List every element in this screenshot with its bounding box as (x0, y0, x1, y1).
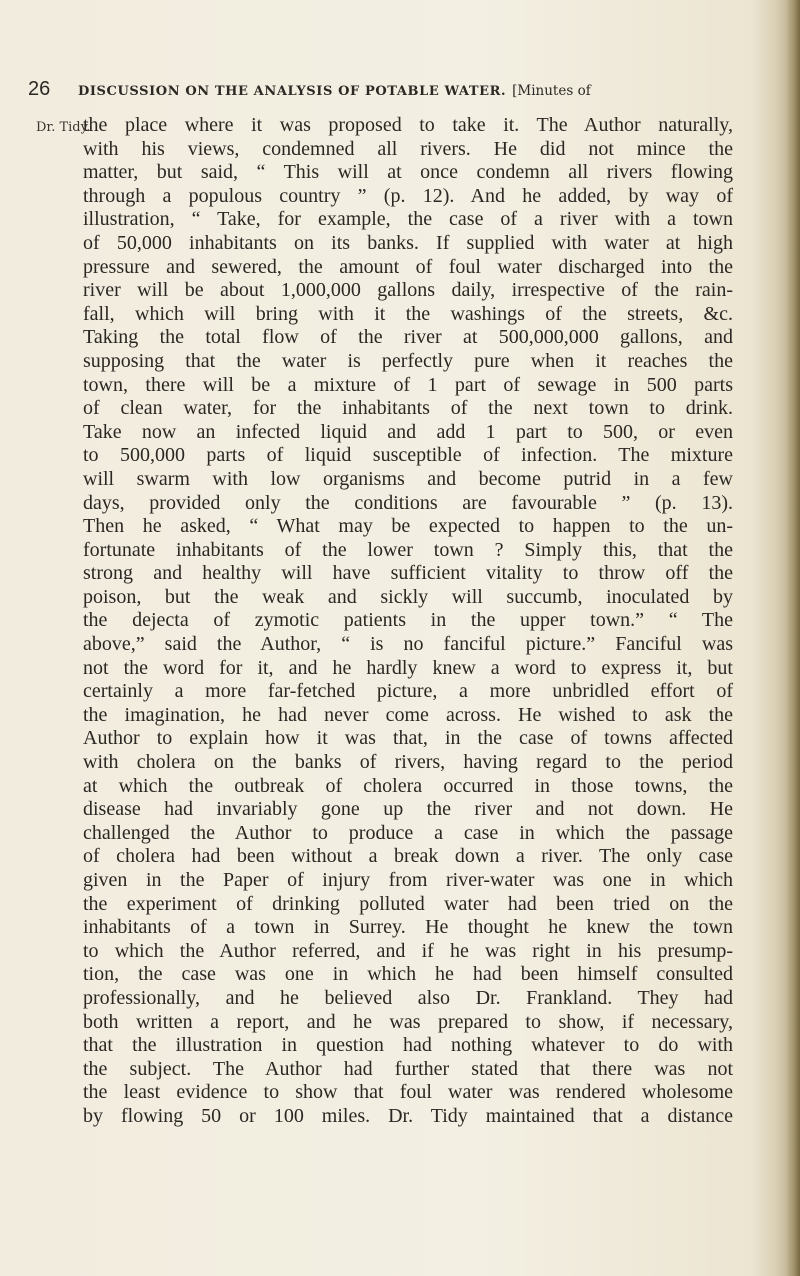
text-line: days, provided only the conditions are favourable ” (p. 13). (83, 491, 733, 514)
text-line: with cholera on the banks of rivers, having regard to the period (83, 751, 733, 774)
text-line: of 50,000 inhabitants on its banks. If supplied with water at high (83, 231, 733, 254)
text-line: will swarm with low organisms and become putrid in a few (83, 467, 733, 490)
speaker-label: Dr. Tidy. (36, 120, 91, 135)
running-head-right: [Minutes of (512, 83, 591, 99)
text-line: through a populous country ” (p. 12). And he added, by way of (83, 184, 733, 207)
text-line: by flowing 50 or 100 miles. Dr. Tidy maintained that a distance (83, 1104, 733, 1127)
text-line: to 500,000 parts of liquid susceptible of infection. The mixture (83, 444, 733, 467)
text-line: Taking the total flow of the river at 500,000,000 gallons, and (83, 326, 733, 349)
text-line: the dejecta of zymotic patients in the upper town.” “ The (83, 609, 733, 632)
text-line: the place where it was proposed to take it. The Author naturally, (83, 114, 733, 136)
text-line: Take now an infected liquid and add 1 part to 500, or even (83, 420, 733, 443)
text-line: Then he asked, “ What may be expected to happen to the un- (83, 515, 733, 538)
text-line: inhabitants of a town in Surrey. He thought he knew the town (83, 916, 733, 939)
text-line: town, there will be a mixture of 1 part of sewage in 500 parts (83, 373, 733, 396)
text-line: Author to explain how it was that, in the case of towns affected (83, 727, 733, 750)
text-line: given in the Paper of injury from river-water was one in which (83, 869, 733, 891)
text-line: that the illustration in question had nothing whatever to do with (83, 1034, 733, 1057)
text-line: poison, but the weak and sickly will succumb, inoculated by (83, 585, 733, 608)
text-line: the subject. The Author had further stated that there was not (83, 1057, 733, 1080)
text-line: pressure and sewered, the amount of foul water discharged into the (83, 255, 733, 278)
running-head-title: DISCUSSION ON THE ANALYSIS OF POTABLE WATER. (78, 84, 507, 99)
text-line: illustration, “ Take, for example, the case of a river with a town (83, 208, 733, 231)
text-line: fall, which will bring with it the washings of the streets, &c. (83, 302, 733, 325)
text-line: with his views, condemned all rivers. He did not mince the (83, 137, 733, 160)
text-line: supposing that the water is perfectly pure when it reaches the (83, 349, 733, 372)
text-line: of clean water, for the inhabitants of the next town to drink. (83, 397, 733, 420)
text-line: professionally, and he believed also Dr. Frankland. They had (83, 986, 733, 1009)
text-line: both written a report, and he was prepared to show, if necessary, (83, 1010, 733, 1033)
text-line: the imagination, he had never come across. He wished to ask the (83, 703, 733, 726)
page-number: 26 (28, 78, 51, 100)
text-line: certainly a more far-fetched picture, a more unbridled effort of (83, 680, 733, 703)
text-line: not the word for it, and he hardly knew a word to express it, but (83, 656, 733, 679)
text-line: strong and healthy will have sufficient vitality to throw off the (83, 562, 733, 585)
text-line: the experiment of drinking polluted water had been tried on the (83, 892, 733, 915)
text-line: to which the Author referred, and if he was right in his presump- (83, 939, 733, 962)
text-line: the least evidence to show that foul water was rendered wholesome (83, 1081, 733, 1104)
page-edge-shadow (786, 0, 800, 1276)
text-line: above,” said the Author, “ is no fanciful picture.” Fanciful was (83, 633, 733, 656)
text-line: fortunate inhabitants of the lower town ? Simply this, that the (83, 538, 733, 561)
text-line: tion, the case was one in which he had been himself consulted (83, 963, 733, 986)
text-line: matter, but said, “ This will at once condemn all rivers flowing (83, 161, 733, 184)
running-head (28, 78, 740, 108)
text-line: disease had invariably gone up the river and not down. He (83, 798, 733, 821)
text-line: of cholera had been without a break down a river. The only case (83, 845, 733, 868)
body-paragraph (83, 114, 733, 1129)
text-line: challenged the Author to produce a case in which the passage (83, 821, 733, 844)
text-line: at which the outbreak of cholera occurred in those towns, the (83, 774, 733, 797)
text-line: river will be about 1,000,000 gallons daily, irrespective of the rain- (83, 279, 733, 302)
